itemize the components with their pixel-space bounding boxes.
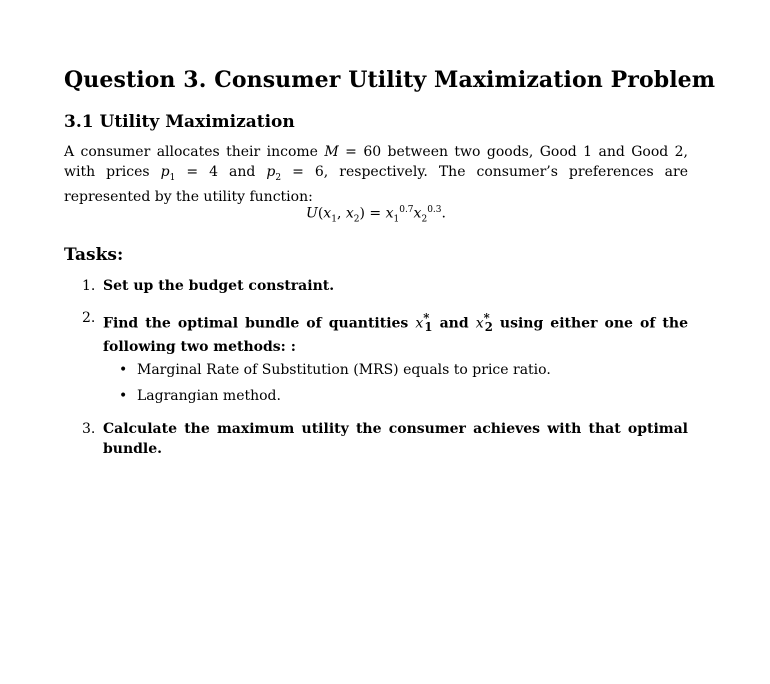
task-2-text-a: Find the optimal bundle of quantities <box>103 315 416 332</box>
eq-open-paren: ( <box>317 205 324 222</box>
bullet-dot-2: • <box>119 388 128 404</box>
eq-rhs-x2-sub: 2 <box>421 214 428 225</box>
utility-equation <box>64 199 688 230</box>
bullet-text-1: Marginal Rate of Substitution (MRS) equals to price ratio. <box>137 362 551 378</box>
bullet-text-2: Lagrangian method. <box>137 388 281 404</box>
eq-close: ) = <box>359 205 386 222</box>
task-item-1 <box>82 277 688 297</box>
task-2-x2-var: x <box>475 315 484 332</box>
price-variable-1: p <box>160 163 170 180</box>
price-subscript-1: 1 <box>169 172 176 183</box>
task-number-2: 2. <box>82 310 96 326</box>
task-2-x1-var: x <box>415 315 424 332</box>
price-variable-2: p <box>266 163 276 180</box>
eq-rhs-x1-sub: 1 <box>393 214 400 225</box>
section-title: 3.1 Utility Maximization <box>64 112 295 132</box>
price-subscript-2: 2 <box>275 172 282 183</box>
task-2-text-b: using either one of the following two methods: : <box>103 315 688 355</box>
task-2-x1-star: * <box>423 311 430 325</box>
bullet-item-2 <box>119 387 281 407</box>
eq-x1-sub: 1 <box>331 214 337 225</box>
eq-rhs-x2-var: x <box>413 205 422 222</box>
task-number-3: 3. <box>82 421 96 437</box>
task-number-1: 1. <box>82 278 96 294</box>
utility-symbol: U <box>306 205 318 222</box>
tasks-heading: Tasks: <box>64 245 124 265</box>
task-item-3 <box>82 420 688 459</box>
task-2-x2-star: * <box>483 311 490 325</box>
eq-exponent-1: 0.7 <box>399 205 414 215</box>
eq-rhs-x1-var: x <box>385 205 394 222</box>
intro-text-3: = 4 and <box>175 163 267 180</box>
question-title: Question 3. Consumer Utility Maximization Problem <box>64 67 716 93</box>
eq-x1-var: x <box>323 205 332 222</box>
bullet-item-1 <box>119 361 551 381</box>
task-item-2 <box>82 309 688 357</box>
task-2-x2-sub: 2 <box>484 320 493 335</box>
intro-text-1: A consumer allocates their income <box>64 144 325 160</box>
task-text-1: Set up the budget constraint. <box>103 278 335 294</box>
intro-text-4: = 6, respectively. The consumer’s preferences are represented by the utility function: <box>64 163 688 205</box>
eq-x2-var: x <box>345 205 354 222</box>
task-2-and: and <box>432 315 476 332</box>
income-variable: M <box>324 144 339 160</box>
eq-period: . <box>441 205 446 222</box>
eq-comma: , <box>336 205 346 222</box>
task-2-x1-sub: 1 <box>424 320 433 335</box>
task-text-3: Calculate the maximum utility the consumer achieves with that optimal bundle. <box>103 421 688 457</box>
eq-x2-sub: 2 <box>353 214 360 225</box>
task-text-2 <box>103 309 688 357</box>
intro-paragraph <box>64 143 688 207</box>
bullet-dot-1: • <box>119 362 128 378</box>
eq-exponent-2: 0.3 <box>427 205 442 215</box>
intro-text-2: = 60 between two goods, Good 1 and Good 2, with prices <box>64 144 688 180</box>
